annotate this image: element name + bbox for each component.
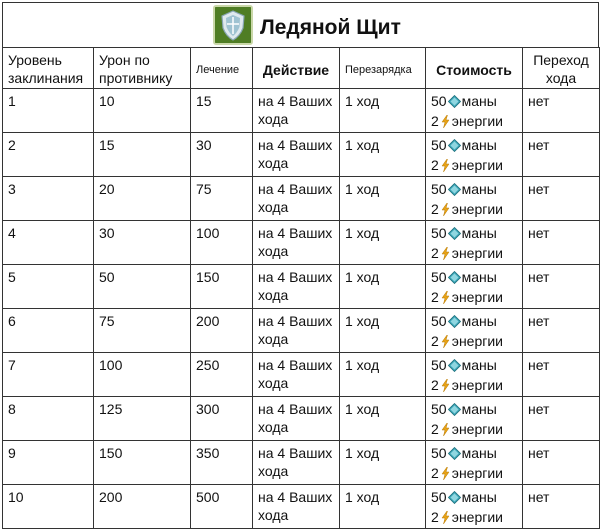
cell-cost	[426, 177, 523, 221]
cell-cooldown: 1 ход	[340, 397, 426, 441]
energy-cost	[431, 464, 517, 484]
energy-amount: 2	[431, 333, 439, 349]
mana-cost	[431, 180, 517, 200]
lightning-bolt-icon	[441, 202, 450, 220]
cell-level: 10	[3, 485, 94, 529]
table-row	[3, 441, 600, 485]
cell-damage: 125	[94, 397, 191, 441]
lightning-bolt-icon	[441, 158, 450, 176]
mana-amount: 50	[431, 445, 447, 461]
lightning-bolt-icon	[441, 510, 450, 528]
energy-cost	[431, 200, 517, 220]
header-cost: Стоимость	[426, 48, 523, 89]
cell-heal: 300	[191, 397, 253, 441]
cell-cost	[426, 485, 523, 529]
energy-unit: энергии	[451, 113, 503, 129]
mana-unit: маны	[461, 225, 497, 241]
cell-damage: 150	[94, 441, 191, 485]
cell-action: на 4 Ваших хода	[253, 485, 340, 529]
energy-unit: энергии	[451, 377, 503, 393]
mana-cost	[431, 224, 517, 244]
cell-action: на 4 Ваших хода	[253, 133, 340, 177]
table-row	[3, 309, 600, 353]
header-action: Действие	[253, 48, 340, 89]
energy-amount: 2	[431, 465, 439, 481]
cell-heal: 250	[191, 353, 253, 397]
lightning-bolt-icon	[441, 334, 450, 352]
cell-cooldown: 1 ход	[340, 309, 426, 353]
energy-amount: 2	[431, 421, 439, 437]
cell-damage: 15	[94, 133, 191, 177]
energy-amount: 2	[431, 245, 439, 261]
energy-cost	[431, 420, 517, 440]
table-row	[3, 397, 600, 441]
cell-action: на 4 Ваших хода	[253, 221, 340, 265]
energy-cost	[431, 376, 517, 396]
mana-amount: 50	[431, 225, 447, 241]
cell-heal: 30	[191, 133, 253, 177]
cell-cooldown: 1 ход	[340, 221, 426, 265]
cell-transfer: нет	[523, 353, 600, 397]
cell-transfer: нет	[523, 221, 600, 265]
mana-amount: 50	[431, 489, 447, 505]
mana-gem-icon	[448, 490, 461, 508]
header-level: Уровень заклинания	[3, 48, 94, 89]
cell-action: на 4 Ваших хода	[253, 89, 340, 133]
mana-cost	[431, 356, 517, 376]
table-row	[3, 89, 600, 133]
cell-cost	[426, 89, 523, 133]
lightning-bolt-icon	[441, 290, 450, 308]
cell-level: 5	[3, 265, 94, 309]
energy-unit: энергии	[451, 333, 503, 349]
cell-damage: 10	[94, 89, 191, 133]
cell-heal: 150	[191, 265, 253, 309]
cell-damage: 200	[94, 485, 191, 529]
mana-gem-icon	[448, 446, 461, 464]
cell-transfer: нет	[523, 309, 600, 353]
cell-level: 2	[3, 133, 94, 177]
cell-damage: 30	[94, 221, 191, 265]
energy-cost	[431, 244, 517, 264]
cell-cost	[426, 133, 523, 177]
header-heal: Лечение	[191, 48, 253, 89]
header-damage: Урон по противнику	[94, 48, 191, 89]
energy-unit: энергии	[451, 245, 503, 261]
mana-unit: маны	[461, 137, 497, 153]
energy-cost	[431, 332, 517, 352]
header-transfer: Переход хода	[523, 48, 600, 89]
mana-gem-icon	[448, 402, 461, 420]
cell-transfer: нет	[523, 485, 600, 529]
energy-amount: 2	[431, 289, 439, 305]
mana-gem-icon	[448, 94, 461, 112]
cell-heal: 200	[191, 309, 253, 353]
energy-unit: энергии	[451, 201, 503, 217]
cell-action: на 4 Ваших хода	[253, 177, 340, 221]
mana-unit: маны	[461, 489, 497, 505]
cell-level: 3	[3, 177, 94, 221]
mana-unit: маны	[461, 357, 497, 373]
energy-unit: энергии	[451, 289, 503, 305]
energy-amount: 2	[431, 157, 439, 173]
energy-unit: энергии	[451, 421, 503, 437]
cell-cost	[426, 221, 523, 265]
energy-amount: 2	[431, 509, 439, 525]
cell-level: 1	[3, 89, 94, 133]
lightning-bolt-icon	[441, 378, 450, 396]
energy-cost	[431, 112, 517, 132]
mana-amount: 50	[431, 137, 447, 153]
cell-transfer: нет	[523, 397, 600, 441]
cell-damage: 20	[94, 177, 191, 221]
lightning-bolt-icon	[441, 466, 450, 484]
mana-gem-icon	[448, 358, 461, 376]
energy-cost	[431, 508, 517, 528]
cell-cooldown: 1 ход	[340, 89, 426, 133]
mana-cost	[431, 444, 517, 464]
mana-cost	[431, 312, 517, 332]
mana-unit: маны	[461, 269, 497, 285]
mana-amount: 50	[431, 401, 447, 417]
energy-amount: 2	[431, 377, 439, 393]
cell-cooldown: 1 ход	[340, 441, 426, 485]
mana-amount: 50	[431, 313, 447, 329]
table-header-row	[3, 48, 600, 89]
cell-cost	[426, 265, 523, 309]
mana-gem-icon	[448, 138, 461, 156]
cell-level: 7	[3, 353, 94, 397]
spell-levels-table	[2, 47, 600, 529]
cell-level: 6	[3, 309, 94, 353]
cell-cooldown: 1 ход	[340, 265, 426, 309]
table-row	[3, 177, 600, 221]
mana-amount: 50	[431, 181, 447, 197]
cell-heal: 350	[191, 441, 253, 485]
cell-cooldown: 1 ход	[340, 485, 426, 529]
energy-cost	[431, 288, 517, 308]
mana-gem-icon	[448, 226, 461, 244]
mana-unit: маны	[461, 445, 497, 461]
cell-action: на 4 Ваших хода	[253, 397, 340, 441]
cell-transfer: нет	[523, 441, 600, 485]
mana-cost	[431, 488, 517, 508]
cell-action: на 4 Ваших хода	[253, 441, 340, 485]
cell-cooldown: 1 ход	[340, 353, 426, 397]
cell-heal: 15	[191, 89, 253, 133]
cell-damage: 100	[94, 353, 191, 397]
cell-transfer: нет	[523, 177, 600, 221]
energy-amount: 2	[431, 113, 439, 129]
mana-unit: маны	[461, 93, 497, 109]
cell-cooldown: 1 ход	[340, 133, 426, 177]
mana-amount: 50	[431, 93, 447, 109]
energy-cost	[431, 156, 517, 176]
mana-gem-icon	[448, 314, 461, 332]
cell-transfer: нет	[523, 265, 600, 309]
table-row	[3, 353, 600, 397]
cell-cost	[426, 441, 523, 485]
cell-damage: 50	[94, 265, 191, 309]
mana-unit: маны	[461, 313, 497, 329]
cell-level: 4	[3, 221, 94, 265]
mana-amount: 50	[431, 269, 447, 285]
energy-amount: 2	[431, 201, 439, 217]
table-row	[3, 265, 600, 309]
mana-cost	[431, 92, 517, 112]
cell-cost	[426, 397, 523, 441]
cell-cost	[426, 309, 523, 353]
mana-unit: маны	[461, 181, 497, 197]
lightning-bolt-icon	[441, 422, 450, 440]
cell-cooldown: 1 ход	[340, 177, 426, 221]
mana-cost	[431, 400, 517, 420]
table-row	[3, 221, 600, 265]
cell-transfer: нет	[523, 89, 600, 133]
cell-heal: 500	[191, 485, 253, 529]
header-cooldown: Перезарядка	[340, 48, 426, 89]
title-row	[2, 2, 599, 48]
cell-heal: 75	[191, 177, 253, 221]
energy-unit: энергии	[451, 157, 503, 173]
mana-gem-icon	[448, 182, 461, 200]
cell-action: на 4 Ваших хода	[253, 309, 340, 353]
cell-heal: 100	[191, 221, 253, 265]
page-title: Ледяной Щит	[260, 16, 401, 39]
ice-shield-spell-icon	[213, 5, 253, 45]
energy-unit: энергии	[451, 509, 503, 525]
mana-unit: маны	[461, 401, 497, 417]
lightning-bolt-icon	[441, 246, 450, 264]
table-row	[3, 133, 600, 177]
cell-cost	[426, 353, 523, 397]
mana-gem-icon	[448, 270, 461, 288]
cell-level: 8	[3, 397, 94, 441]
mana-amount: 50	[431, 357, 447, 373]
mana-cost	[431, 268, 517, 288]
table-row	[3, 485, 600, 529]
lightning-bolt-icon	[441, 114, 450, 132]
cell-transfer: нет	[523, 133, 600, 177]
cell-level: 9	[3, 441, 94, 485]
cell-damage: 75	[94, 309, 191, 353]
mana-cost	[431, 136, 517, 156]
energy-unit: энергии	[451, 465, 503, 481]
cell-action: на 4 Ваших хода	[253, 265, 340, 309]
cell-action: на 4 Ваших хода	[253, 353, 340, 397]
